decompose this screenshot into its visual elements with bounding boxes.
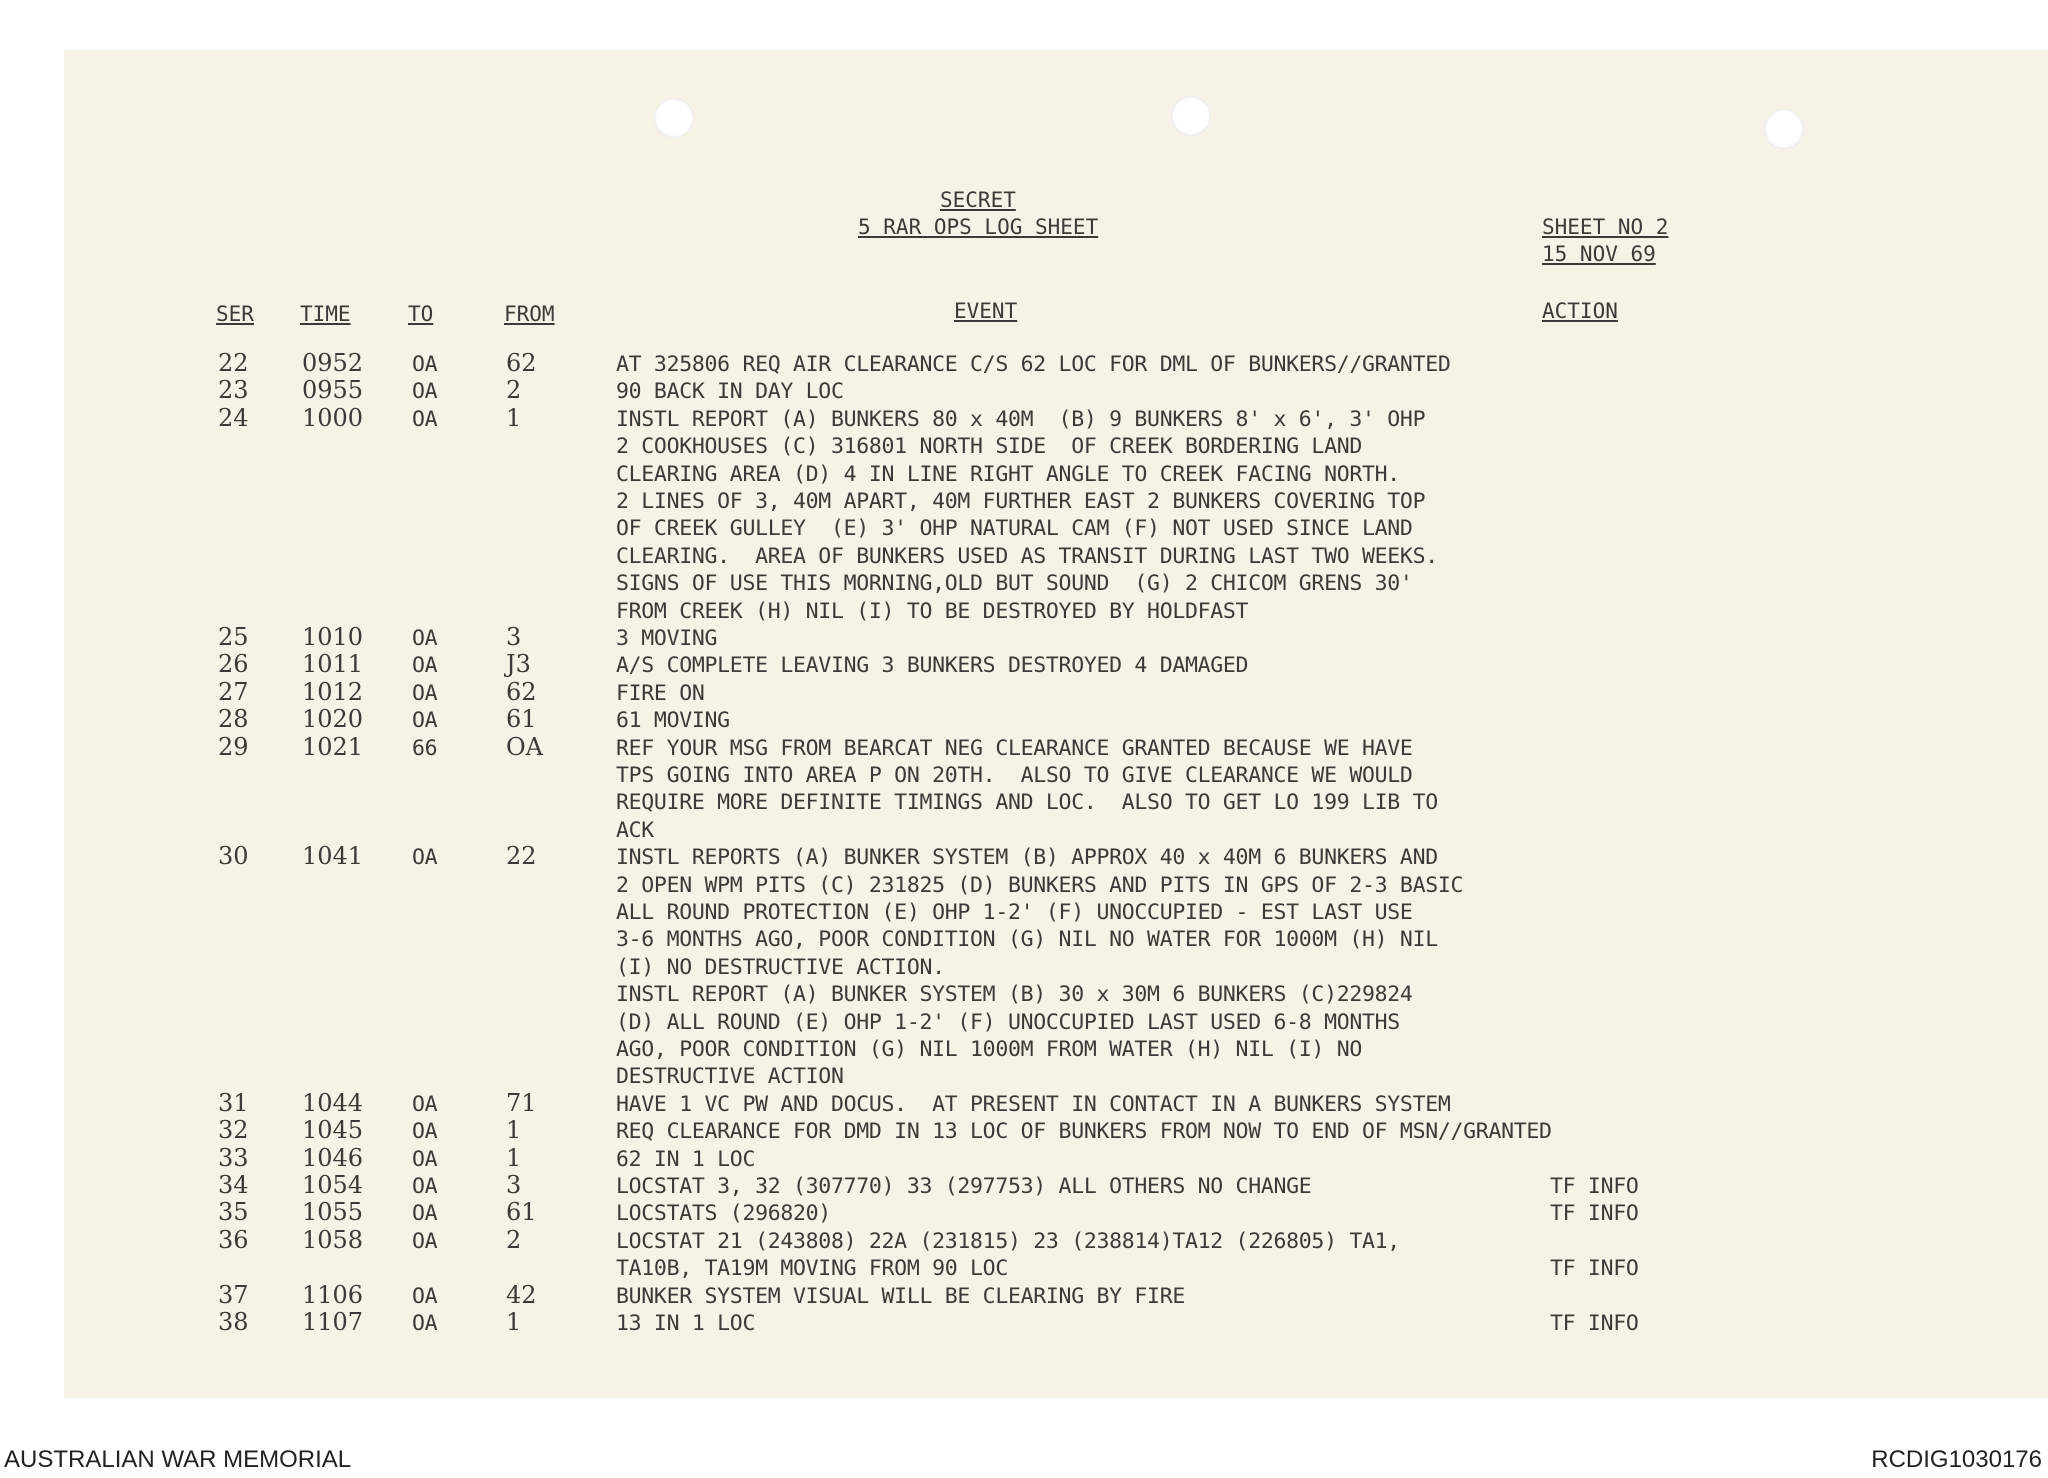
entry-time: 1045 (302, 1116, 364, 1145)
entry-to: OA (412, 1146, 438, 1172)
sheet-number: SHEET NO 2 (1542, 215, 1669, 239)
entry-event-line: (D) ALL ROUND (E) OHP 1-2' (F) UNOCCUPIED LAST USED 6-8 MONTHS (616, 1009, 1400, 1035)
entry-ser: 35 (218, 1198, 249, 1227)
punch-hole-center (1171, 96, 1211, 136)
entry-event-line: TA10B, TA19M MOVING FROM 90 LOC (616, 1256, 1008, 1282)
entry-from: 2 (506, 1225, 522, 1254)
entry-event-line: HAVE 1 VC PW AND DOCUS. AT PRESENT IN CONTACT IN A BUNKERS SYSTEM (616, 1091, 1451, 1117)
entry-from: 1 (506, 1116, 522, 1145)
entry-ser: 37 (218, 1280, 249, 1309)
entry-event-line: 62 IN 1 LOC (616, 1146, 756, 1172)
entry-event-line: BUNKER SYSTEM VISUAL WILL BE CLEARING BY FIRE (616, 1283, 1185, 1309)
footer-source: AUSTRALIAN WAR MEMORIAL (4, 1446, 352, 1473)
entry-to: OA (412, 845, 438, 871)
entry-ser: 23 (218, 376, 249, 405)
entry-time: 1107 (302, 1308, 364, 1336)
entry-from: 22 (506, 842, 537, 871)
footer-reference: RCDIG1030176 (1871, 1446, 2042, 1473)
entry-from: 3 (506, 1171, 522, 1199)
entry-from: 71 (506, 1088, 537, 1117)
entry-from: 62 (506, 349, 537, 377)
column-header-from: FROM (504, 302, 555, 326)
entry-event-line: CLEARING AREA (D) 4 IN LINE RIGHT ANGLE TO CREEK FACING NORTH. (616, 461, 1400, 487)
entry-event-line: REQ CLEARANCE FOR DMD IN 13 LOC OF BUNKERS FROM NOW TO END OF MSN//GRANTED (616, 1119, 1552, 1145)
entry-event-line: DESTRUCTIVE ACTION (616, 1064, 844, 1090)
entry-to: OA (412, 626, 438, 651)
entry-time: 1106 (302, 1280, 364, 1309)
entry-event-line: 13 IN 1 LOC (616, 1311, 756, 1336)
entry-time: 1011 (302, 650, 364, 679)
entry-event-line: FROM CREEK (H) NIL (I) TO BE DESTROYED BY HOLDFAST (616, 598, 1249, 624)
entry-to: OA (412, 379, 438, 405)
entry-event-line: INSTL REPORT (A) BUNKERS 80 x 40M (B) 9 BUNKERS 8' x 6', 3' OHP (616, 406, 1426, 432)
sheet-title: 5 RAR OPS LOG SHEET (858, 215, 1099, 239)
entry-event-line: 90 BACK IN DAY LOC (616, 379, 844, 405)
sheet-date: 15 NOV 69 (1542, 242, 1656, 266)
entry-from: 1 (506, 403, 522, 432)
entry-to: OA (412, 352, 438, 377)
entry-time: 1055 (302, 1198, 364, 1227)
entry-event-line: AGO, POOR CONDITION (G) NIL 1000M FROM WATER (H) NIL (I) NO (616, 1037, 1363, 1062)
entry-time: 1000 (302, 403, 364, 432)
entry-event-line: AT 325806 REQ AIR CLEARANCE C/S 62 LOC FOR DML OF BUNKERS//GRANTED (616, 352, 1451, 377)
entry-from: 3 (506, 623, 522, 651)
entry-time: 1010 (302, 623, 364, 651)
entry-event-line: INSTL REPORTS (A) BUNKER SYSTEM (B) APPROX 40 x 40M 6 BUNKERS AND (616, 845, 1438, 871)
entry-from: 61 (506, 705, 537, 734)
entry-event-line: 3 MOVING (616, 626, 718, 651)
entry-to: OA (412, 1283, 438, 1309)
entry-from: 61 (506, 1198, 537, 1227)
entry-ser: 36 (218, 1225, 249, 1254)
entry-from: OA (506, 732, 544, 761)
entry-event-line: 2 OPEN WPM PITS (C) 231825 (D) BUNKERS AND PITS IN GPS OF 2-3 BASIC (616, 872, 1464, 898)
entry-to: OA (412, 680, 438, 706)
column-header-time: TIME (300, 302, 351, 326)
entry-to: OA (412, 1119, 438, 1145)
entry-event-line: TPS GOING INTO AREA P ON 20TH. ALSO TO GIVE CLEARANCE WE WOULD (616, 763, 1413, 788)
entry-event-line: A/S COMPLETE LEAVING 3 BUNKERS DESTROYED 4 DAMAGED (616, 653, 1249, 679)
entry-event-line: LOCSTAT 21 (243808) 22A (231815) 23 (238814)TA12 (226805) TA1, (616, 1228, 1400, 1254)
entry-event-line: ALL ROUND PROTECTION (E) OHP 1-2' (F) UNOCCUPIED - EST LAST USE (616, 900, 1413, 925)
entry-event-line: 2 COOKHOUSES (C) 316801 NORTH SIDE OF CREEK BORDERING LAND (616, 434, 1363, 460)
entry-action: TF INFO (1550, 1201, 1639, 1227)
entry-time: 0952 (302, 349, 364, 377)
entry-event-line: LOCSTATS (296820) (616, 1201, 831, 1227)
entry-to: OA (412, 653, 438, 679)
entry-to: 66 (412, 735, 438, 761)
entry-ser: 29 (218, 732, 249, 761)
entry-time: 1054 (302, 1171, 364, 1199)
entry-to: OA (412, 1091, 438, 1117)
punch-hole-right (1764, 109, 1804, 149)
entry-ser: 24 (218, 403, 249, 432)
entry-event-line: REQUIRE MORE DEFINITE TIMINGS AND LOC. ALSO TO GET LO 199 LIB TO (616, 790, 1438, 816)
entry-event-line: 3-6 MONTHS AGO, POOR CONDITION (G) NIL NO WATER FOR 1000M (H) NIL (616, 927, 1438, 953)
column-header-event: EVENT (954, 299, 1018, 323)
entry-from: J3 (506, 650, 531, 679)
entry-from: 62 (506, 677, 537, 706)
entry-action: TF INFO (1550, 1174, 1639, 1199)
punch-hole-left (654, 98, 694, 138)
column-header-ser: SER (216, 302, 254, 326)
entry-to: OA (412, 1174, 438, 1199)
entry-action: TF INFO (1550, 1256, 1639, 1282)
entry-event-line: REF YOUR MSG FROM BEARCAT NEG CLEARANCE GRANTED BECAUSE WE HAVE (616, 735, 1413, 761)
entry-ser: 30 (218, 842, 249, 871)
entry-ser: 27 (218, 677, 249, 706)
entry-time: 1046 (302, 1143, 364, 1172)
entry-time: 1041 (302, 842, 364, 871)
entry-event-line: FIRE ON (616, 680, 705, 706)
entry-from: 42 (506, 1280, 537, 1309)
entry-to: OA (412, 406, 438, 432)
entry-time: 1058 (302, 1225, 364, 1254)
entry-to: OA (412, 1228, 438, 1254)
entry-to: OA (412, 1201, 438, 1227)
entry-event-line: (I) NO DESTRUCTIVE ACTION. (616, 954, 945, 980)
entry-ser: 31 (218, 1088, 249, 1117)
entry-time: 1012 (302, 677, 364, 706)
entry-event-line: OF CREEK GULLEY (E) 3' OHP NATURAL CAM (F) NOT USED SINCE LAND (616, 516, 1413, 542)
entry-ser: 26 (218, 650, 249, 679)
entry-to: OA (412, 1311, 438, 1336)
column-header-to: TO (408, 302, 434, 326)
entry-event-line: SIGNS OF USE THIS MORNING,OLD BUT SOUND (G) 2 CHICOM GRENS 30' (616, 571, 1413, 597)
entry-action: TF INFO (1550, 1311, 1639, 1336)
entry-from: 1 (506, 1143, 522, 1172)
entry-from: 2 (506, 376, 522, 405)
entry-to: OA (412, 708, 438, 734)
entry-ser: 33 (218, 1143, 249, 1172)
entry-from: 1 (506, 1308, 522, 1336)
entry-ser: 22 (218, 349, 249, 377)
entry-ser: 38 (218, 1308, 249, 1336)
entry-event-line: LOCSTAT 3, 32 (307770) 33 (297753) ALL OTHERS NO CHANGE (616, 1174, 1312, 1199)
entry-ser: 34 (218, 1171, 249, 1199)
entry-ser: 32 (218, 1116, 249, 1145)
entry-time: 1020 (302, 705, 364, 734)
classification-heading: SECRET (940, 188, 1016, 212)
entry-event-line: 61 MOVING (616, 708, 730, 734)
entry-event-line: INSTL REPORT (A) BUNKER SYSTEM (B) 30 x 30M 6 BUNKERS (C)229824 (616, 982, 1413, 1008)
column-header-action: ACTION (1542, 299, 1618, 323)
entry-time: 1044 (302, 1088, 364, 1117)
entry-time: 1021 (302, 732, 364, 761)
entry-event-line: 2 LINES OF 3, 40M APART, 40M FURTHER EAST 2 BUNKERS COVERING TOP (616, 489, 1426, 514)
entry-event-line: ACK (616, 817, 654, 843)
entry-time: 0955 (302, 376, 364, 405)
entry-ser: 28 (218, 705, 249, 734)
entry-ser: 25 (218, 623, 249, 651)
entry-event-line: CLEARING. AREA OF BUNKERS USED AS TRANSIT DURING LAST TWO WEEKS. (616, 543, 1438, 569)
